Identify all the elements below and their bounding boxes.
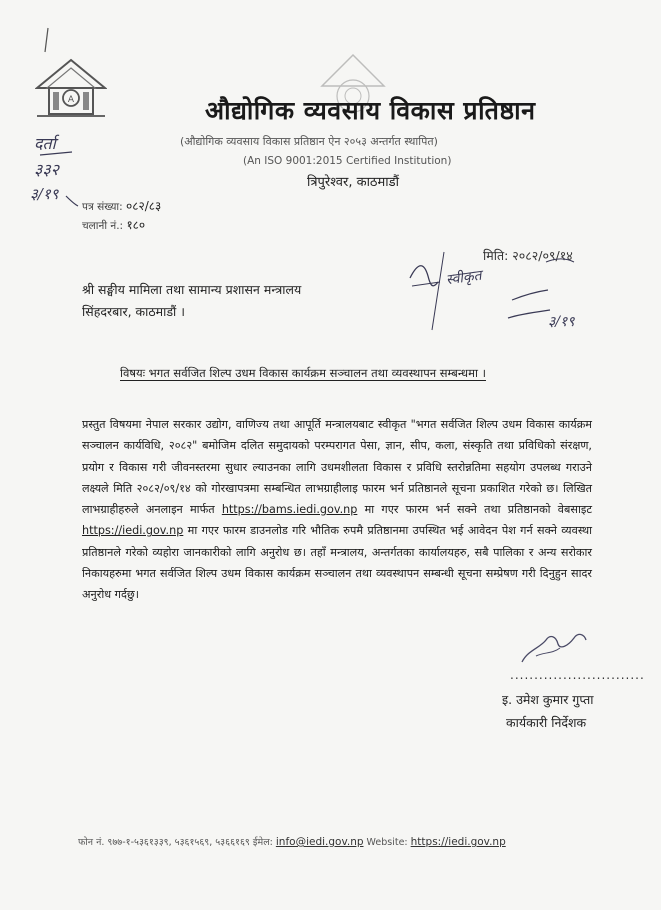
iso-certification-line: (An ISO 9001:2015 Certified Institution): [243, 155, 452, 167]
handwritten-register-date: ३/१९: [30, 185, 59, 203]
signature-line: ............................: [510, 668, 645, 682]
footer-phone: फोन नं. ९७७-१-५३६१३३९, ५३६१५६९, ५३६६१६९ ईमेल:: [78, 837, 273, 848]
establishment-act-line: (औद्योगिक व्यवसाय विकास प्रतिष्ठान ऐन २०५३ अन्तर्गत स्थापित): [180, 135, 438, 148]
body-text-2: मा गएर फारम भर्न सक्ने तथा प्रतिष्ठानको वेबसाइट: [357, 503, 592, 517]
signatory-name: इ. उमेश कुमार गुप्ता: [502, 692, 594, 707]
recipient-address: सिंहदरबार, काठमाडौं ।: [82, 304, 185, 319]
dispatch-number-label: चलानी नं.:: [82, 220, 124, 232]
body-text-3: मा गएर फारम डाउनलोड गरि भौतिक रुपमै प्रतिष्ठानमा उपस्थित भई आवेदन पेश गर्न सक्ने व्यवस्था प्रतिष्ठानले गरेको व्यहोरा जानकारीको लागि अनुरोध छ। तहाँ मन्त्रालय, अन्तर्गतका कार्यालयहरु, सबै पालिका र अन्य सरोकार निकायहरुमा भगत सर्वजित शिल्प उधम विकास कार्यक्रम सञ्चालन तथा व्यवस्थापन सम्बन्धी सूचना सम्प्रेषण गरी दिनुहुन सादर अनुरोध गर्दछु।: [82, 524, 592, 602]
recipient-office: श्री सङ्घीय मामिला तथा सामान्य प्रशासन मन्त्रालय: [82, 282, 302, 297]
date-label: मिति:: [483, 248, 509, 263]
iedi-website-link[interactable]: https://iedi.gov.np: [82, 524, 184, 538]
handwritten-register-note: दर्ता: [34, 134, 56, 153]
letter-number-value: ०८२/८३: [126, 199, 162, 213]
bams-link[interactable]: https://bams.iedi.gov.np: [221, 503, 358, 517]
dispatch-number-value: १८०: [126, 218, 146, 232]
date-value: २०८२/०९/१४: [512, 248, 573, 263]
footer-email-link[interactable]: info@iedi.gov.np: [275, 836, 364, 848]
handwritten-approval-note: स्वीकृत: [445, 267, 483, 289]
signatory-title: कार्यकारी निर्देशक: [506, 715, 587, 730]
svg-text:A: A: [67, 95, 75, 105]
handwritten-approval-date: ३/१९: [548, 314, 575, 330]
organization-name: औद्योगिक व्यवसाय विकास प्रतिष्ठान: [205, 96, 536, 125]
letter-subject: विषयः भगत सर्वजित शिल्प उधम विकास कार्यक्रम सञ्चालन तथा व्यवस्थापन सम्बन्धमा ।: [120, 366, 486, 380]
letter-number-label: पत्र संख्या:: [82, 201, 123, 213]
body-text-1: प्रस्तुत विषयमा नेपाल सरकार उद्योग, वाणिज्य तथा आपूर्ति मन्त्रालयबाट स्वीकृत "भगत सर्वजित शिल्प उधम विकास कार्यक्रम सञ्चालन कार्यविधि, २०८२" बमोजिम दलित समुदायको परम्परागत पेसा, ज्ञान, सीप, कला, संस्कृति तथा प्रविधिको संरक्षण, प्रयोग र विकास गरी जीवनस्तरमा सुधार ल्याउनका लागि उधमशीलता विकास र प्रविधि स्तरोन्नतिमा सहयोग उपलब्ध गराउने लक्ष्यले मिति २०८२/०९/१४ को गोरखापत्रमा सम्बन्धित लाभग्राहीलाइ फारम भर्न प्रतिष्ठानले सूचना प्रकाशित गरेको छ। लिखित लाभग्राहीहरुले अनलाइन मार्फत: [82, 418, 592, 517]
organization-address: त्रिपुरेश्वर, काठमाडौं: [307, 175, 399, 190]
footer-website-link[interactable]: https://iedi.gov.np: [410, 836, 506, 848]
footer-website-label: Website:: [366, 837, 408, 848]
handwritten-register-number: ३३२: [34, 160, 59, 179]
